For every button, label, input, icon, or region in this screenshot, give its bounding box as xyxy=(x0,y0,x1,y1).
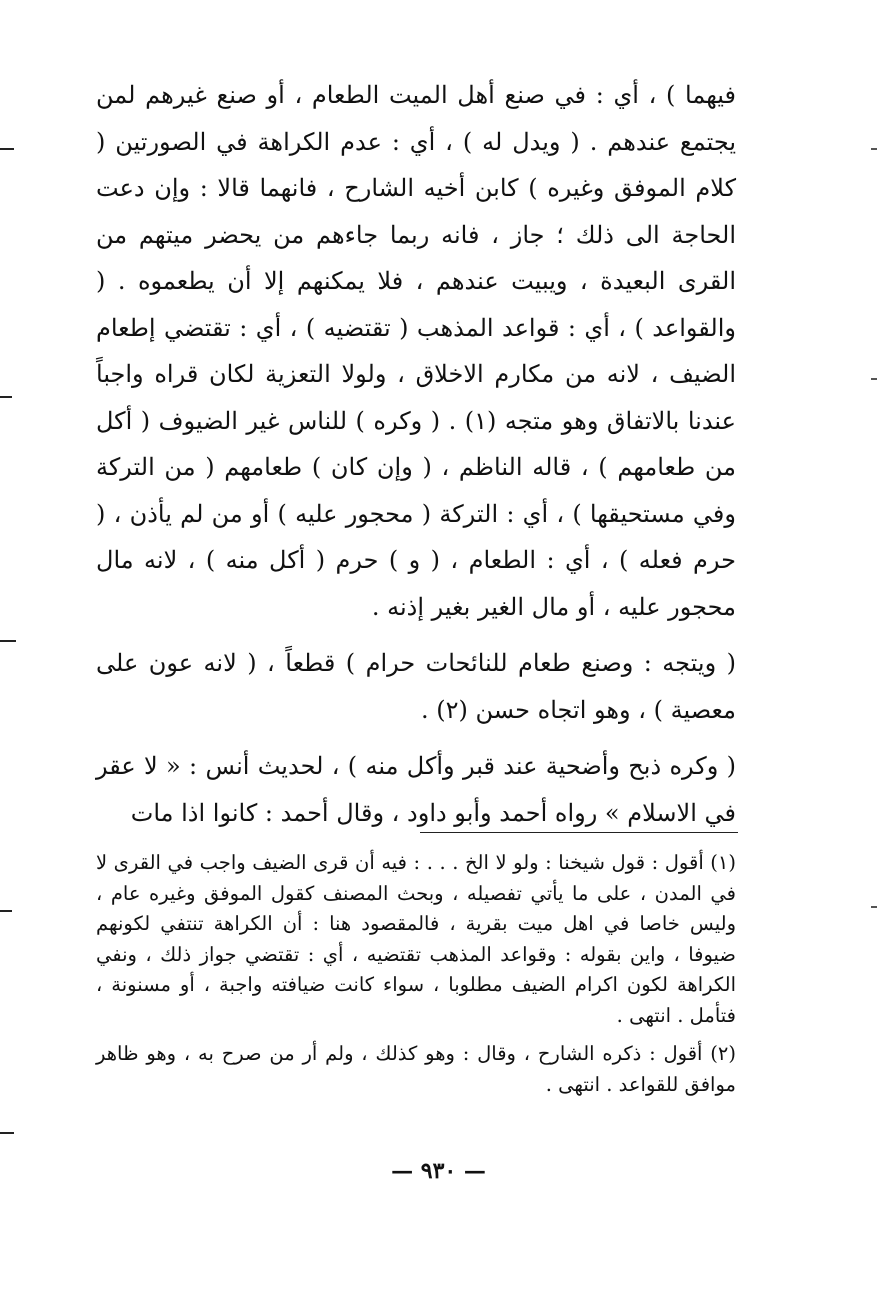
margin-mark xyxy=(0,148,14,150)
paragraph: فيهما ) ، أي : في صنع أهل الميت الطعام ، أو صنع غيرهم لمن يجتمع عندهم . ( ويدل له ) ، أي : عدم الكراهة في الصورتين ( كلام الموفق وغيره ) كابن أخيه الشارح ، فانهما قالا : وإن دعت الحاجة الى ذلك ؛ جاز ، فانه ربما جاءهم من يحضر ميتهم من القرى البعيدة ، ويبيت عندهم ، فلا يمكنهم إلا أن يطعموه . ( والقواعد ) ، أي : قواعد المذهب ( تقتضيه ) ، أي : تقتضي إطعام الضيف ، لانه من مكارم الاخلاق ، ولولا التعزية لكان قراه واجباً عندنا بالاتفاق وهو متجه (١) . ( وكره ) للناس غير الضيوف ( أكل من طعامهم ) ، قاله الناظم ، ( وإن كان ) طعامهم ( من التركة وفي مستحيقها ) ، أي : التركة ( محجور عليه ) أو من لم يأذن ، ( حرم فعله ) ، أي : الطعام ، ( و ) حرم ( أكل منه ) ، لانه مال محجور عليه ، أو مال الغير بغير إذنه . xyxy=(96,81,736,621)
footnote-separator xyxy=(420,832,738,833)
footnote: (٢) أقول : ذكره الشارح ، وقال : وهو كذلك ، ولم أر من صرح به ، وهو ظاهر موافق للقواعد . انتهى . xyxy=(96,1042,736,1096)
margin-mark xyxy=(871,148,877,150)
page-number: — ٩٣٠ — xyxy=(391,1158,486,1184)
margin-mark xyxy=(0,396,12,398)
paragraph: ( ويتجه : وصنع طعام للنائحات حرام ) قطعاً ، ( لانه عون على معصية ) ، وهو اتجاه حسن (٢) . xyxy=(96,649,736,724)
paragraph: ( وكره ذبح وأضحية عند قبر وأكل منه ) ، لحديث أنس : « لا عقر في الاسلام » رواه أحمد وأبو داود ، وقال أحمد : كانوا اذا مات xyxy=(96,752,736,827)
footnotes xyxy=(96,848,736,1100)
margin-mark xyxy=(0,640,16,642)
footnote: (١) أقول : قول شيخنا : ولو لا الخ . . . : فيه أن قرى الضيف واجب في القرى لا في المدن ، على ما يأتي تفصيله ، وبحث المصنف كقول الموفق وغيره عام ، وليس خاصا في اهل ميت بقرية ، فالمقصود هنا : أن الكراهة تنتفي لكونهم ضيوفا ، واين بقوله : وقواعد المذهب تقتضيه ، أي : تقتضي جواز ذلك ، ونفي الكراهة لكون اكرام الضيف مطلوبا ، سواء كانت ضيافته واجبة ، أو مسنونة ، فتأمل . انتهى . xyxy=(96,851,736,1027)
margin-mark xyxy=(871,906,877,908)
margin-mark xyxy=(0,910,12,912)
margin-mark xyxy=(871,378,877,380)
main-text xyxy=(96,72,736,836)
margin-mark xyxy=(0,1132,14,1134)
